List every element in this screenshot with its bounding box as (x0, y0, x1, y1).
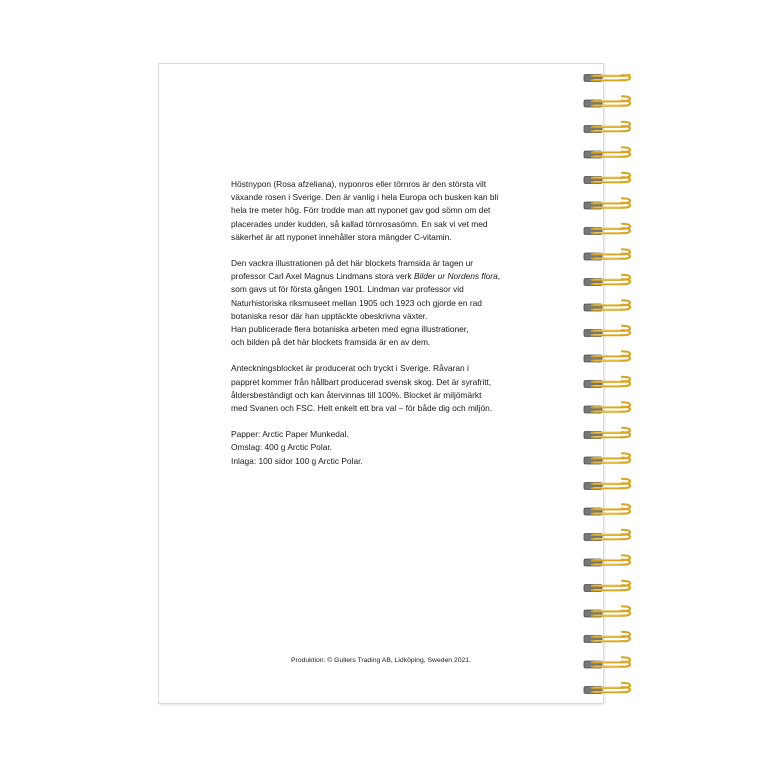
text-line: växande rosen i Sverige. Den är vanlig i hela Europa och busken kan bli (231, 192, 499, 203)
binding-ring (584, 632, 630, 643)
paragraph (231, 362, 571, 415)
text-line: hela tre meter hög. Förr trodde man att nyponet gav god sömn om det (231, 205, 491, 216)
notebook-back-cover (158, 63, 604, 704)
text-line: med Svanen och FSC. Helt enkelt ett bra val – för både dig och miljön. (231, 403, 493, 414)
binding-ring (584, 402, 630, 413)
binding-ring (584, 555, 630, 566)
text-line: Den vackra illustrationen på det här blockets framsida är tagen ur (231, 258, 474, 269)
binding-ring (584, 147, 630, 158)
book-title: Bilder ur Nordens flora (413, 271, 498, 282)
binding-ring (584, 74, 630, 82)
text-line: Omslag: 400 g Arctic Polar. (231, 442, 333, 453)
binding-ring (584, 96, 630, 107)
text-line: pappret kommer från hållbart producerad svensk skog. Det är syrafritt, (231, 376, 492, 387)
text-line: säkerhet är att nyponet innehåller stora mängder C-vitamin. (231, 231, 452, 242)
text-line: botaniska resor där han upptäckte obeskrivna växter. (231, 310, 428, 321)
paragraph (231, 178, 571, 244)
paragraph (231, 428, 571, 468)
binding-ring (584, 198, 630, 209)
binding-ring (584, 606, 630, 617)
text-line: som gavs ut för första gången 1901. Lindman var professor vid (231, 284, 464, 295)
text-line: Anteckningsblocket är producerat och tryckt i Sverige. Råvaran i (231, 363, 469, 374)
text-line: placerades under kudden, så kallad törnrosasömn. En sak vi vet med (231, 218, 488, 229)
binding-ring (584, 428, 630, 439)
text-line: och bilden på det här blockets framsida är en av dem. (231, 337, 431, 348)
binding-ring (584, 453, 630, 464)
binding-ring (584, 275, 630, 286)
binding-ring (584, 224, 630, 235)
binding-ring (584, 479, 630, 490)
text-line: Höstnypon (Rosa afzeliana), nyponros eller törnros är den största vilt (231, 179, 487, 189)
production-credit: Produktion: © Gullers Trading AB, Lidköping, Sweden 2021. (291, 657, 471, 664)
binding-ring (584, 530, 630, 541)
binding-ring (584, 122, 630, 133)
binding-ring (584, 657, 630, 668)
binding-ring (584, 377, 630, 388)
binding-ring (584, 326, 630, 337)
text-line: Naturhistoriska riksmuseet mellan 1905 och 1923 och gjorde en rad (231, 297, 482, 308)
binding-ring (584, 683, 630, 694)
binding-ring (584, 581, 630, 592)
text-line: Han publicerade flera botaniska arbeten med egna illustrationer, (231, 324, 469, 335)
binding-ring (584, 300, 630, 311)
binding-ring (584, 173, 630, 184)
paragraph (231, 257, 571, 349)
spiral-binding (582, 74, 638, 694)
binding-ring (584, 249, 630, 260)
text-line: Papper: Arctic Paper Munkedal. (231, 429, 349, 440)
binding-ring (584, 504, 630, 515)
text-line: professor Carl Axel Magnus Lindmans stora verk Bilder ur Nordens flora, (231, 271, 501, 282)
text-line: Inlaga: 100 sidor 100 g Arctic Polar. (231, 455, 363, 466)
text-line: åldersbeständigt och kan återvinnas till 100%. Blocket är miljömärkt (231, 389, 482, 400)
binding-ring (584, 351, 630, 362)
cover-text (231, 178, 571, 468)
